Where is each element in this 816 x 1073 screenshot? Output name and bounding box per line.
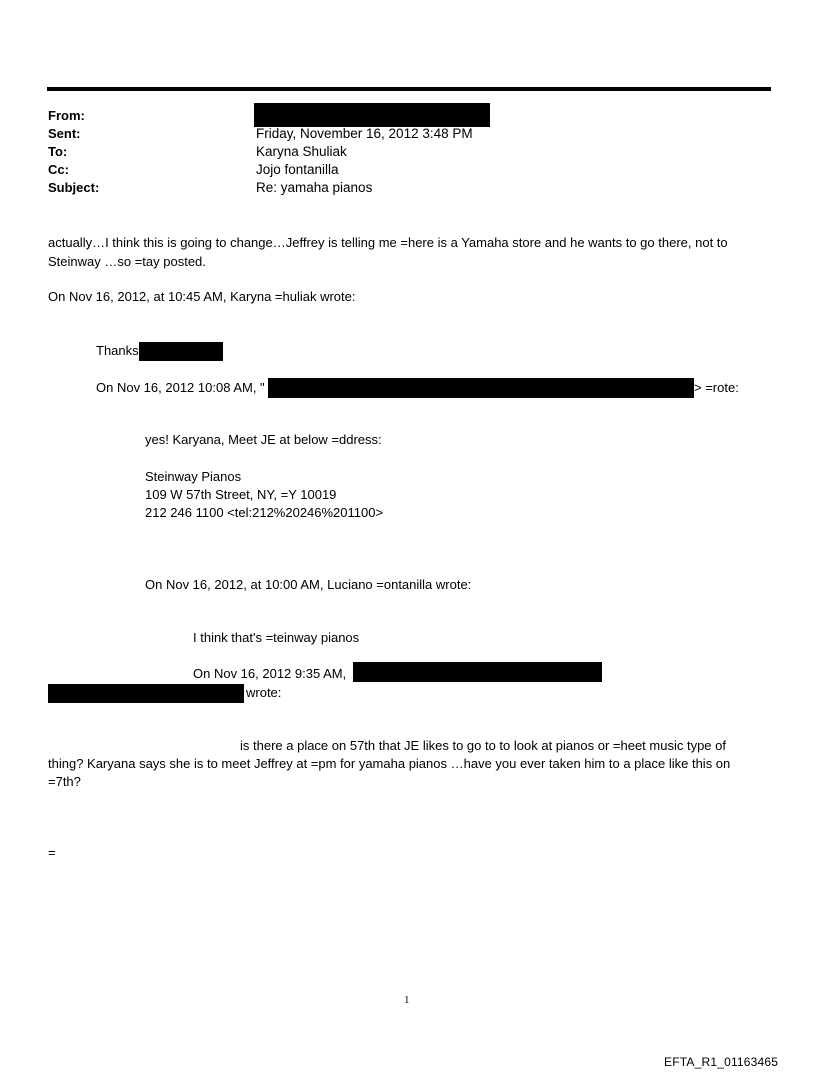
redaction-from	[254, 103, 490, 127]
quote4-wrote: wrote:	[246, 685, 282, 700]
document-id: EFTA_R1_01163465	[664, 1055, 779, 1069]
equals-sign: =	[48, 845, 56, 860]
quote4-header-start: On Nov 16, 2012 9:35 AM,	[193, 666, 347, 681]
subject-label: Subject:	[48, 180, 100, 195]
page-number: 1	[404, 994, 410, 1006]
cc-label: Cc:	[48, 162, 69, 177]
header-rule	[47, 87, 771, 91]
from-label: From:	[48, 108, 85, 123]
yes-line: yes! Karyana, Meet JE at below =ddress:	[145, 432, 382, 447]
address-phone: 212 246 1100 <tel:212%20246%201100>	[145, 505, 384, 520]
quote2-header-end: > =rote:	[694, 380, 739, 395]
address-name: Steinway Pianos	[145, 469, 242, 484]
redaction-thanks-name	[139, 342, 223, 361]
steinway-line: I think that's =teinway pianos	[193, 630, 360, 645]
question-line3: =7th?	[48, 774, 81, 789]
quote3-header: On Nov 16, 2012, at 10:00 AM, Luciano =ontanilla wrote:	[145, 577, 472, 592]
redaction-quote2-sender	[268, 378, 694, 398]
question-line1: is there a place on 57th that JE likes to go to to look at pianos or =heet music type of	[240, 738, 726, 753]
address-street: 109 W 57th Street, NY, =Y 10019	[145, 487, 337, 502]
thanks-text: Thanks	[96, 343, 139, 358]
para1-line1: actually…I think this is going to change…Jeffrey is telling me =here is a Yamaha store and he wants to go there, not to	[48, 235, 728, 250]
quote2-header-start: On Nov 16, 2012 10:08 AM, "	[96, 380, 265, 395]
redaction-quote4-sender-b	[48, 684, 244, 703]
quote1-header: On Nov 16, 2012, at 10:45 AM, Karyna =huliak wrote:	[48, 289, 356, 304]
question-line2: thing? Karyana says she is to meet Jeffrey at =pm for yamaha pianos …have you ever taken him to a place like this on	[48, 756, 731, 771]
redaction-quote4-sender-a	[353, 662, 602, 682]
to-label: To:	[48, 144, 68, 159]
para1-line2: Steinway …so =tay posted.	[48, 254, 206, 269]
subject-value: Re: yamaha pianos	[256, 180, 373, 195]
to-value: Karyna Shuliak	[256, 144, 347, 159]
sent-value: Friday, November 16, 2012 3:48 PM	[256, 126, 473, 141]
sent-label: Sent:	[48, 126, 81, 141]
cc-value: Jojo fontanilla	[256, 162, 339, 177]
